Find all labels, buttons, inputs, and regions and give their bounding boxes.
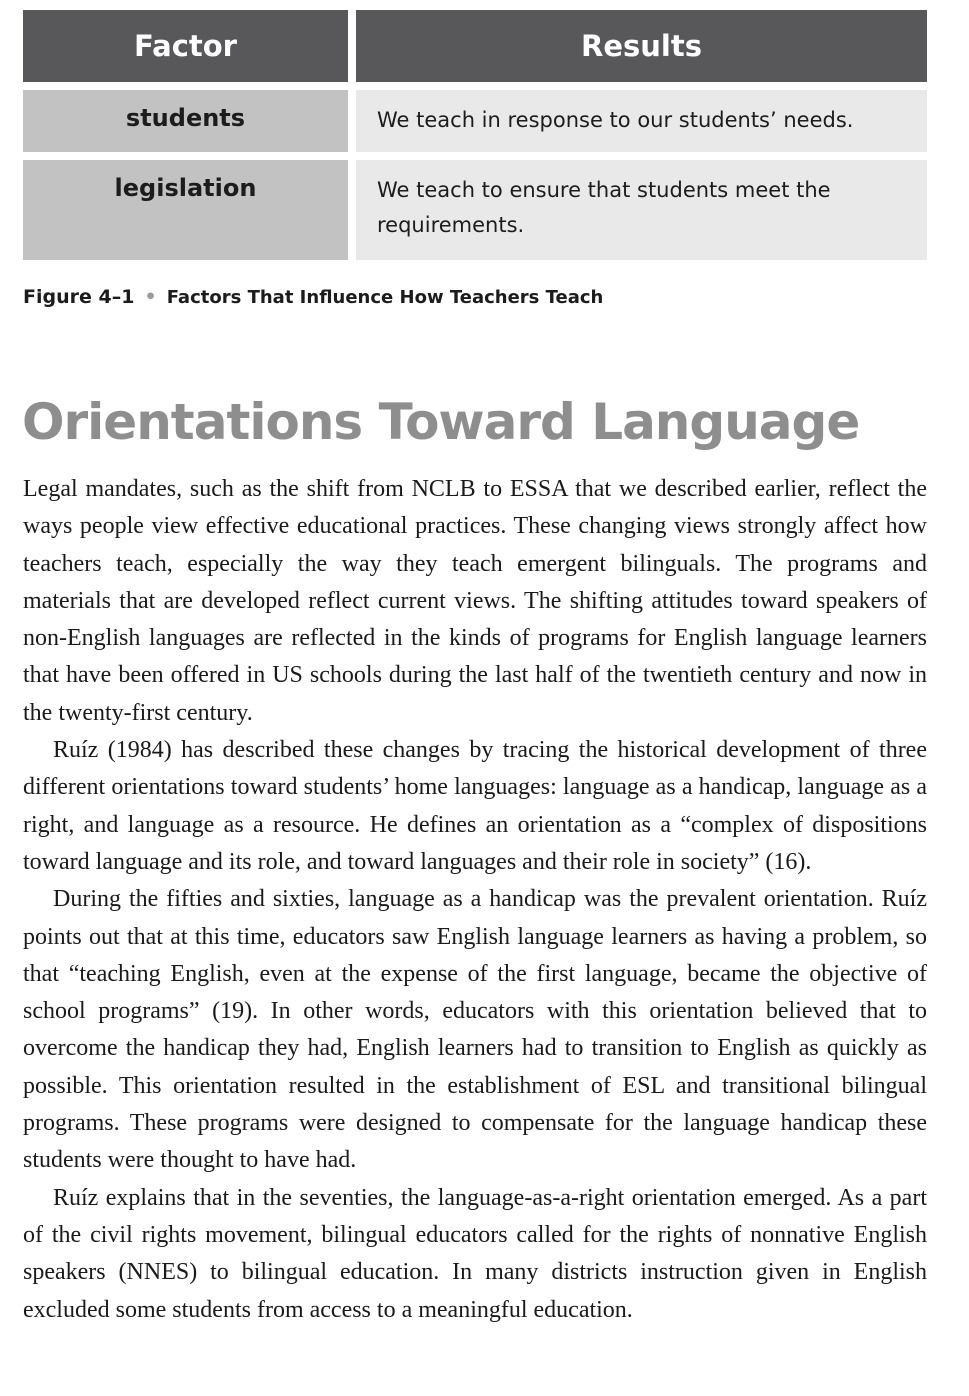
factor-cell: students (23, 90, 348, 152)
figure-title: Factors That Influence How Teachers Teach (166, 287, 604, 308)
factor-column-header: Factor (23, 10, 348, 82)
figure-label: Figure 4–1 (23, 286, 135, 308)
table-header-row (23, 10, 927, 82)
body-paragraph: Legal mandates, such as the shift from NCLB to ESSA that we described earlier, reflect the ways people view effective educational practices. These changing views strongly affect how teachers teach, especially the way they teach emergent bilinguals. The programs and materials that are developed reflect current views. The shifting attitudes toward speakers of non-English languages are reflected in the kinds of programs for English language learners that have been offered in US schools during the last half of the twentieth century and now in the twenty-first century. (23, 476, 927, 726)
results-cell: We teach to ensure that students meet the requirements. (356, 160, 927, 260)
body-paragraph: Ruíz (1984) has described these changes by tracing the historical development of three different orientations toward students’ home languages: language as a handicap, language as a right, and language as a resource. He defines an orientation as a “complex of dispositions toward language and its role, and toward languages and their role in society” (16). (23, 737, 927, 875)
table-row (23, 160, 927, 260)
body-paragraph: During the fifties and sixties, language as a handicap was the prevalent orientation. Ruíz points out that at this time, educators saw English language learners as having a problem, so that “teaching English, even at the expense of the first language, became the objective of school programs” (19). In other words, educators with this orientation believed that to overcome the handicap they had, English learners had to transition to English as quickly as possible. This orientation resulted in the establishment of ESL and transitional bilingual programs. These programs were designed to compensate for the language handicap these students were thought to have had. (23, 886, 927, 1174)
results-cell: We teach in response to our students’ needs. (356, 90, 927, 152)
body-paragraph: Ruíz explains that in the seventies, the language-as-a-right orientation emerged. As a part of the civil rights movement, bilingual educators called for the rights of nonnative English speakers (NNES) to bilingual education. In many districts instruction given in English excluded some students from access to a meaningful education. (23, 1184, 927, 1323)
table-row (23, 90, 927, 152)
figure-separator: • (144, 286, 157, 308)
section-heading: Orientations Toward Language (22, 393, 860, 451)
results-column-header: Results (356, 10, 927, 82)
factor-cell: legislation (23, 160, 348, 260)
body-text (23, 471, 927, 1329)
figure-caption (23, 286, 603, 308)
factor-results-table (23, 10, 927, 268)
